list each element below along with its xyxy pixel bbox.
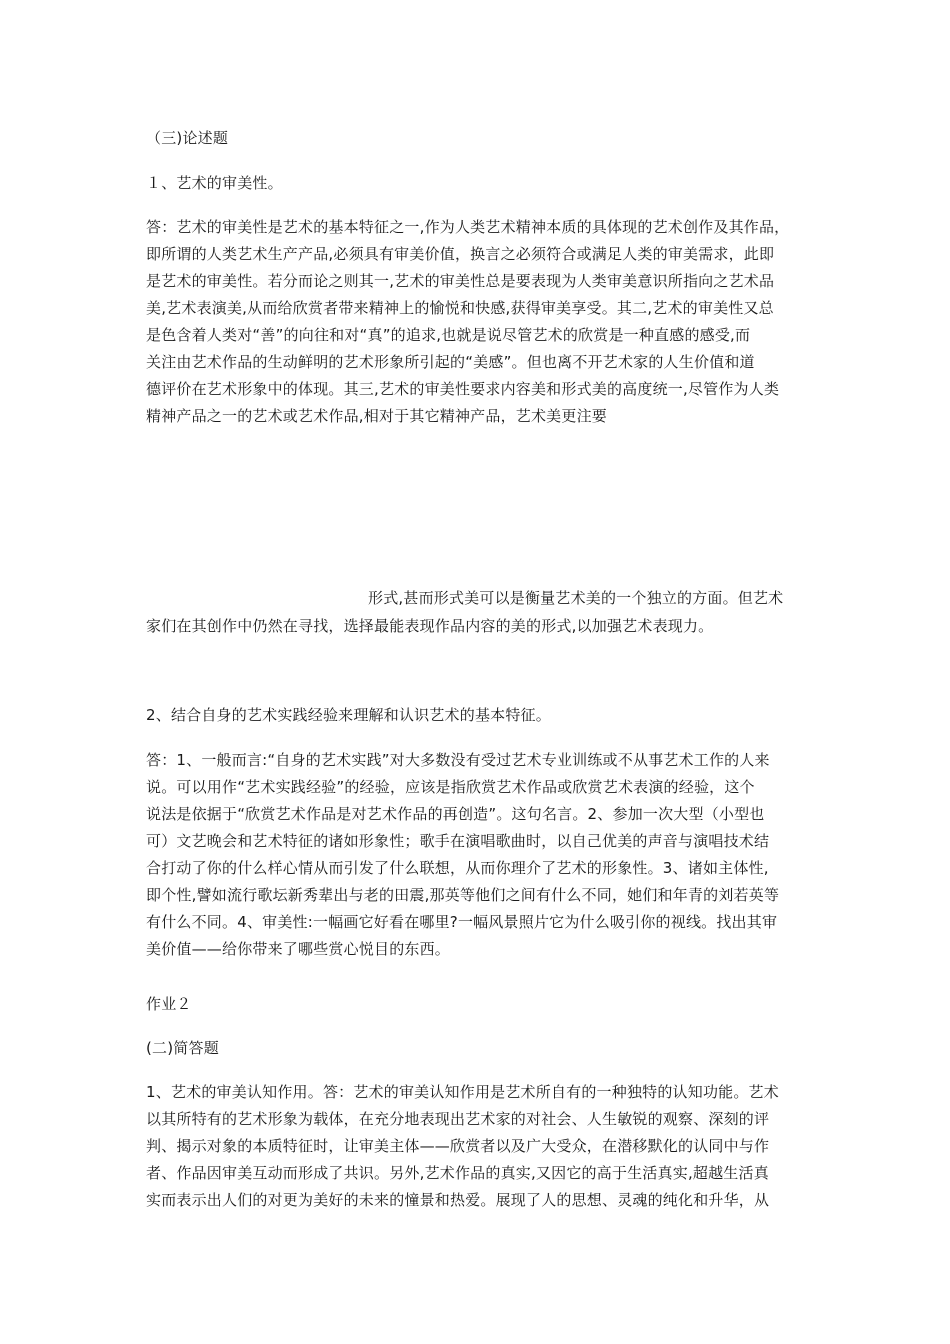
answer-line: 是色含着人类对“善”的向往和对“真”的追求,也就是说尽管艺术的欣赏是一种直感的感受,而	[146, 326, 751, 344]
answer-line: 答：艺术的审美性是艺术的基本特征之一,作为人类艺术精神本质的具体现的艺术创作及其作品，	[146, 218, 790, 236]
answer-line: 有什么不同。4、审美性:一幅画它好看在哪里?一幅风景照片它为什么吸引你的视线。找出其审	[146, 913, 778, 931]
answer-line: 实而表示出人们的对更为美好的未来的憧景和热爱。展现了人的思想、灵魂的纯化和升华，从	[146, 1191, 770, 1209]
answer-line: 即所谓的人类艺术生产产品,必须具有审美价值，换言之必须符合或满足人类的审美需求，此即	[146, 245, 775, 263]
answer-line: 说法是依据于“欣赏艺术作品是对艺术作品的再创造”。这句名言。2、参加一次大型（小型也	[146, 805, 765, 823]
answer-line: 美价值——给你带来了哪些赏心悦目的东西。	[146, 940, 451, 958]
answer-line: 说。可以用作“艺术实践经验”的经验，应该是指欣赏艺术作品或欣赏艺术表演的经验，这个	[146, 778, 755, 796]
section-subheading: (二)简答题	[146, 1039, 219, 1057]
answer-line: 形式,甚而形式美可以是衡量艺术美的一个独立的方面。但艺术	[368, 589, 784, 607]
answer-line: 是艺术的审美性。若分而论之则其一,艺术的审美性总是要表现为人类审美意识所指向之艺术品	[146, 272, 775, 290]
homework-heading: 作业２	[146, 995, 192, 1013]
answer-line: 即个性,譬如流行歌坛新秀辈出与老的田震,那英等他们之间有什么不同，她们和年青的刘若英等	[146, 886, 780, 904]
question-title: 2、结合自身的艺术实践经验来理解和认识艺术的基本特征。	[146, 706, 551, 724]
answer-line: 以其所特有的艺术形象为载体，在充分地表现出艺术家的对社会、人生敏锐的观察、深刻的评	[146, 1110, 770, 1128]
answer-line: 者、作品因审美互动而形成了共识。另外,艺术作品的真实,又因它的高于生活真实,超越生活真	[146, 1164, 769, 1182]
answer-line: 合打动了你的什么样心情从而引发了什么联想，从而你理介了艺术的形象性。3、诸如主体性,	[146, 859, 769, 877]
answer-line: 可）文艺晚会和艺术特征的诸如形象性；歌手在演唱歌曲时，以自己优美的声音与演唱技术结	[146, 832, 770, 850]
question-title: １、艺术的审美性。	[146, 174, 283, 192]
answer-line: 德评价在艺术形象中的体现。其三,艺术的审美性要求内容美和形式美的高度统一,尽管作为人类	[146, 380, 780, 398]
section-heading: （三)论述题	[146, 129, 229, 147]
answer-line: 精神产品之一的艺术或艺术作品,相对于其它精神产品，艺术美更注要	[146, 407, 607, 425]
answer-line: 家们在其创作中仍然在寻找，选择最能表现作品内容的美的形式,以加强艺术表现力。	[146, 617, 714, 635]
answer-line: 美,艺术表演美,从而给欣赏者带来精神上的愉悦和快感,获得审美享受。其二,艺术的审美性又总	[146, 299, 774, 317]
answer-line: 答：1、一般而言:“自身的艺术实践”对大多数没有受过艺术专业训练或不从事艺术工作的人来	[146, 751, 770, 769]
answer-line: 1、艺术的审美认知作用。答：艺术的审美认知作用是艺术所自有的一种独特的认知功能。艺术	[146, 1083, 779, 1101]
answer-line: 判、揭示对象的本质特征时，让审美主体——欣赏者以及广大受众，在潜移默化的认同中与作	[146, 1137, 770, 1155]
answer-line: 关注由艺术作品的生动鲜明的艺术形象所引起的“美感”。但也离不开艺术家的人生价值和道	[146, 353, 755, 371]
